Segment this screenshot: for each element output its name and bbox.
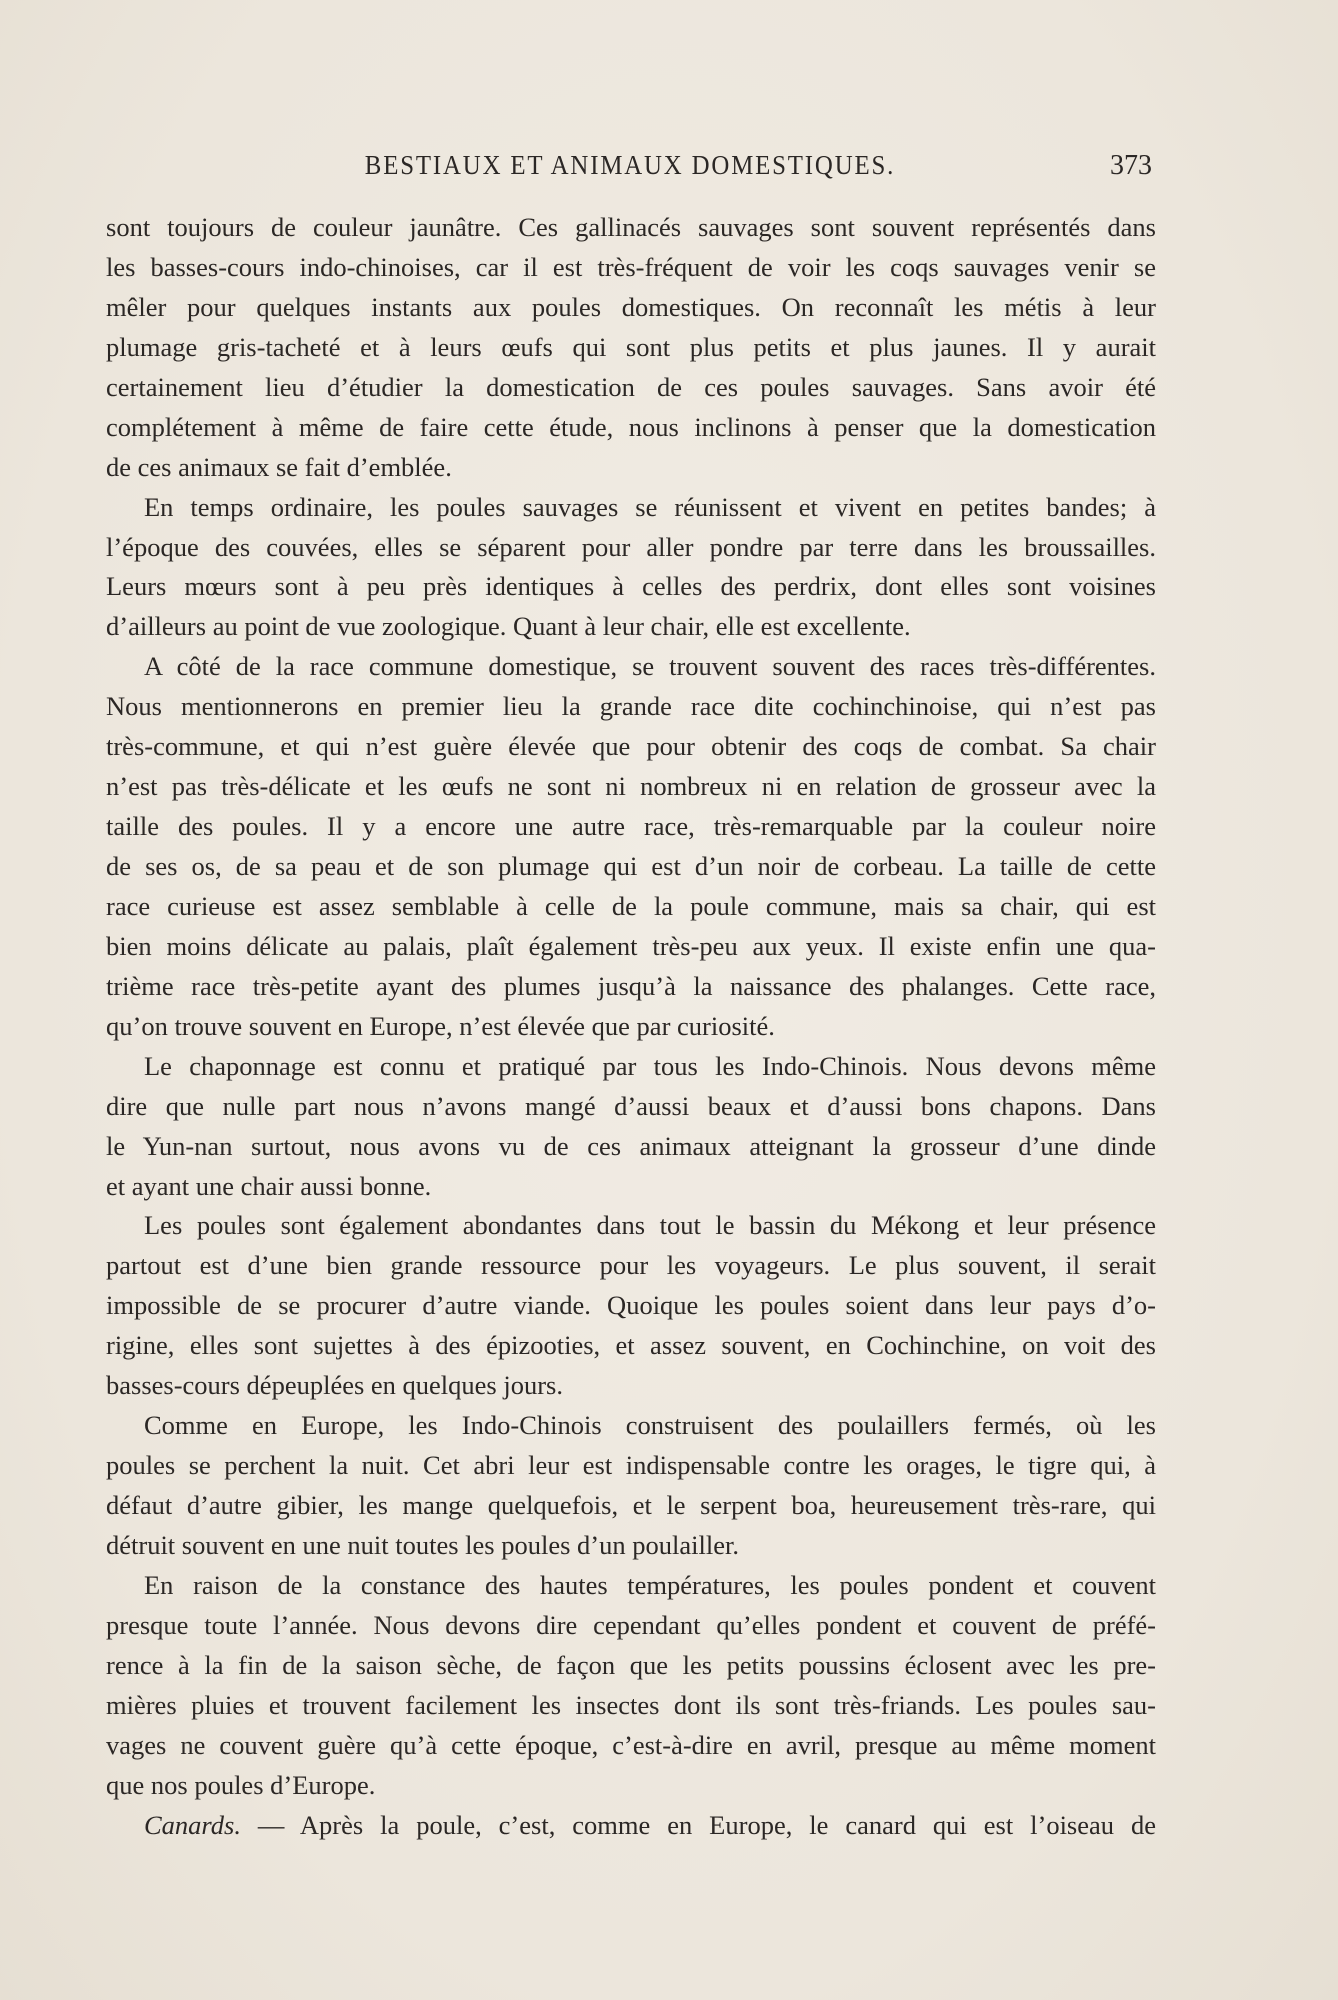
section-lead: Canards. [144,1809,241,1840]
text-line: l’époque des couvées, elles se séparent pour aller pondre par terre dans les broussailles. [106,531,1156,562]
running-head: BESTIAUX ET ANIMAUX DOMESTIQUES. [364,150,896,180]
text-line: taille des poules. Il y a encore une autre race, très-remarquable par la couleur noire [106,811,1156,842]
text-line: de ces animaux se fait d’emblée. [106,451,452,482]
text-line: de ses os, de sa peau et de son plumage qui est d’un noir de corbeau. La taille de cette [106,851,1156,881]
text-line: A côté de la race commune domestique, se trouvent souvent des races très-différentes. [144,651,1156,682]
text-line: vages ne couvent guère qu’à cette époque, c’est-à-dire en avril, presque au même moment [106,1729,1156,1760]
text-line: En temps ordinaire, les poules sauvages se réunissent et vivent en petites bandes; à [144,491,1156,522]
text-line: plumage gris-tacheté et à leurs œufs qui sont plus petits et plus jaunes. Il y aurait [106,331,1156,362]
paragraph [106,1566,1156,1806]
text-line: Le chaponnage est connu et pratiqué par tous les Indo-Chinois. Nous devons même [144,1050,1156,1081]
text-line: Leurs mœurs sont à peu près identiques à celles des perdrix, dont elles sont voisines [106,571,1156,602]
paragraph [106,1047,1156,1207]
paragraph [106,208,1156,488]
text-line: que nos poules d’Europe. [106,1769,376,1800]
paragraph [106,647,1156,1046]
text-line: rigine, elles sont sujettes à des épizooties, et assez souvent, en Cochinchine, on voit des [106,1330,1156,1361]
text-line: trième race très-petite ayant des plumes jusqu’à la naissance des phalanges. Cette race, [106,970,1156,1001]
paragraph [106,1406,1156,1566]
text-line: bien moins délicate au palais, plaît également très-peu aux yeux. Il existe enfin une qua- [106,930,1156,961]
paragraph [106,488,1156,648]
text-line [106,1806,1156,1846]
text-line: Nous mentionnerons en premier lieu la grande race dite cochinchinoise, qui n’est pas [106,691,1156,722]
text-line: et ayant une chair aussi bonne. [106,1170,432,1201]
text-line: presque toute l’année. Nous devons dire cependant qu’elles pondent et couvent de préfé- [106,1609,1156,1640]
text-line: dire que nulle part nous n’avons mangé d’aussi beaux et d’aussi bons chapons. Dans [106,1090,1156,1121]
text-line: rence à la fin de la saison sèche, de façon que les petits poussins éclosent avec les pre- [106,1649,1156,1680]
text-line: Les poules sont également abondantes dans tout le bassin du Mékong et leur présence [144,1210,1156,1241]
text-line: Comme en Europe, les Indo-Chinois construisent des poulaillers fermés, où les [144,1410,1156,1441]
text-line: complétement à même de faire cette étude, nous inclinons à penser que la domestication [106,411,1156,442]
text-line: mêler pour quelques instants aux poules domestiques. On reconnaît les métis à leur [106,291,1156,322]
paragraph [106,1806,1156,1846]
text-line: certainement lieu d’étudier la domestication de ces poules sauvages. Sans avoir été [106,371,1156,402]
line-text: — Après la poule, c’est, comme en Europe, le canard qui est l’oiseau de [240,1809,1156,1840]
body-text [106,208,1156,1845]
text-line: les basses-cours indo-chinoises, car il est très-fréquent de voir les coqs sauvages venir se [106,251,1156,282]
text-line: le Yun-nan surtout, nous avons vu de ces animaux atteignant la grosseur d’une dinde [106,1130,1156,1161]
text-line: qu’on trouve souvent en Europe, n’est élevée que par curiosité. [106,1010,775,1041]
paragraph [106,1206,1156,1406]
text-line: En raison de la constance des hautes températures, les poules pondent et couvent [144,1569,1156,1600]
text-line: n’est pas très-délicate et les œufs ne sont ni nombreux ni en relation de grosseur avec la [106,771,1156,802]
text-line: sont toujours de couleur jaunâtre. Ces gallinacés sauvages sont souvent représentés dans [106,212,1156,242]
page-number: 373 [1110,150,1152,181]
text-line: partout est d’une bien grande ressource pour les voyageurs. Le plus souvent, il serait [106,1250,1156,1281]
text-line: très-commune, et qui n’est guère élevée que pour obtenir des coqs de combat. Sa chair [106,731,1156,762]
text-line: poules se perchent la nuit. Cet abri leur est indispensable contre les orages, le tigre qui, à [106,1450,1156,1481]
text-line: mières pluies et trouvent facilement les insectes dont ils sont très-friands. Les poules sau- [106,1689,1156,1720]
text-line: race curieuse est assez semblable à celle de la poule commune, mais sa chair, qui est [106,890,1156,921]
text-line: impossible de se procurer d’autre viande. Quoique les poules soient dans leur pays d’o- [106,1290,1156,1321]
text-line: défaut d’autre gibier, les mange quelquefois, et le serpent boa, heureusement très-rare, qui [106,1490,1156,1520]
text-line: basses-cours dépeuplées en quelques jours. [106,1370,563,1401]
text-line: d’ailleurs au point de vue zoologique. Quant à leur chair, elle est excellente. [106,611,911,642]
text-line: détruit souvent en une nuit toutes les poules d’un poulailler. [106,1529,739,1560]
